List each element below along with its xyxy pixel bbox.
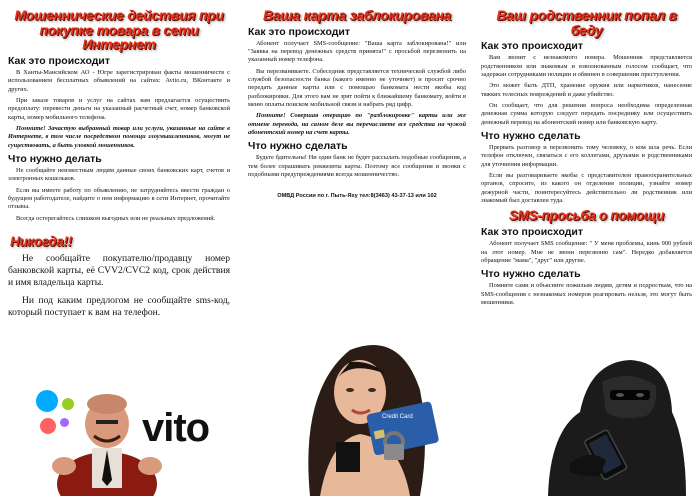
paragraph: В Ханты-Мансийском АО - Югре зарегистрирован факты мошенничеств с использованием бесплатных объявлений на сайтах: Avito.ru, ВКонтакте и других. (8, 69, 230, 93)
hooded-hacker-illustration (540, 352, 690, 496)
paragraph: Не сообщайте неизвестным людям данные своих банковских карт, счетов и электронных кошельков. (8, 167, 230, 183)
warning-paragraph: Помните! Совершая операцию по "разблокировке" карты или же отмене перевода, на самом деле вы перечисляете все средства на чужой абонентский номер на счет карты. (248, 112, 466, 136)
paragraph: Он сообщает, что для решения вопроса необходима определенная денежная сумма которую следует передать посреднику или осуществить денежный перевод на абонентский номер или банковскую карту. (481, 102, 692, 126)
section-title-relative-trouble: Ваш родственник попал в беду (496, 7, 677, 38)
paragraph: Прервать разговор и перезвонить тому человеку, о ком шла речь. Если телефон отключен, связаться с его коллегами, друзьями и родственниками для уточнения информации. (481, 144, 692, 168)
paragraph: Вам звонит с незнакомого номера. Мошенник представляется родственником или знакомым и взволнованным голосом сообщает, что задержан сотрудниками полиции и обвинен в совершении преступления. (481, 54, 692, 79)
section-title-online-purchase: Мошеннические действия при покупке товара в сети Интернет (14, 7, 224, 53)
paragraph: Будьте бдительны! Ни один банк не будет рассылать подобные сообщения, а тем более спрашивать реквизиты карты. Поэтому все сообщения и звонки с подобными предупреждениями всегда мошенничество. (248, 154, 466, 178)
heading-what-to-do: Что нужно делать (8, 153, 102, 166)
never-paragraph: Не сообщайте покупателю/продавцу номер банковской карты, её CVV2/CVC2 код, срок действия и имя владельца карты. (8, 253, 230, 289)
paragraph: Помните сами и объясните пожилым людям, детям и подросткам, что на SMS-сообщения с незнакомых номеров реагировать нельзя, это могут быть мошенники. (481, 282, 692, 307)
heading-what-to-do: Что нужно сделать (248, 140, 348, 153)
heading-what-to-do: Что нужно сделать (481, 268, 581, 281)
section-title-card-blocked: Ваша карта заблокирована (262, 7, 452, 23)
heading-how-it-happens: Как это происходит (248, 25, 350, 38)
heading-how-it-happens: Как это происходит (481, 226, 583, 239)
avito-logo-illustration (10, 384, 230, 496)
never-title: Никогда!! (10, 233, 72, 249)
avito-logo-text: vito (142, 406, 210, 450)
woman-with-card-illustration (290, 330, 440, 496)
never-paragraph: Ни под каким предлогом не сообщайте sms-код, который поступает к вам на телефон. (8, 295, 230, 319)
section-title-sms-help: SMS-просьба о помощи (508, 208, 665, 224)
paragraph: Абонент получает SMS сообщение: " У меня проблемы, кинь 900 рублей на этот номер. Мне не звони перезвоню сам". Нередко добавляется обращение "мама", "друг" или другие. (481, 240, 692, 265)
paragraph: Всегда остерегайтесь слишком выгодных или не реальных предложений. (16, 214, 216, 222)
paragraph: Это может быть ДТП, хранение оружия или наркотиков, нанесение тяжких телесных повреждений и даже убийство. (481, 82, 692, 98)
heading-what-to-do: Что нужно сделать (481, 130, 581, 142)
police-contact: ОМВД России по г. Пыть-Яху тел:8(3463) 43-37-13 или 102 (277, 193, 437, 200)
paragraph: Если вы разговариваете якобы с представителем правоохранительных органов, спросите, из какого он отделения полиции, узнайте номер дежурной части, поинтересуйтесь действительно ли родственник или знакомый был доставлен туда. (481, 171, 692, 204)
card-label: Credit Card (382, 414, 413, 420)
warning-paragraph: Помните! Зачастую выбранный товар или услуги, указанные на сайте в Интернете, в том числе посредством помощи злоумышленников, могут не существовать, а быть уловкой мошенников. (8, 125, 230, 149)
heading-how-it-happens: Как это происходит (481, 40, 583, 53)
paragraph: Вы перезваниваете. Собеседник представляется технической службой либо службой безопасности банка (какого именно не уточняет) и просит срочно передать данные карты или с помощью банкомата нести якобы код разблокировки. Для этого вам не зрят пойти к ближайшему банкомату, войти в меню оплаты поиском мобильной связи и набрать ряд цифр. (248, 67, 466, 108)
paragraph: Абонент получает SMS-сообщение: "Ваша карта заблокирована!" или "Заявка на перевод денежных средств принята!" с просьбой перезвонить на указанный номер телефона. (248, 39, 466, 64)
heading-how-it-happens: Как это происходит (8, 55, 110, 68)
villain-figure (52, 384, 162, 496)
paragraph: Если вы имеете работу по объявлению, не затрудняйтесь ввести граждан о будущем работодателе, найдите о нем информацию в сети Интернет, прочитайте отзывы. (8, 186, 230, 211)
paragraph: При заказе товаров и услуг на сайтах вам предлагается осуществить предоплату: перевести деньги на указанный расчетный счет, номер банковской карты, номер мобильного телефона. (8, 97, 230, 121)
